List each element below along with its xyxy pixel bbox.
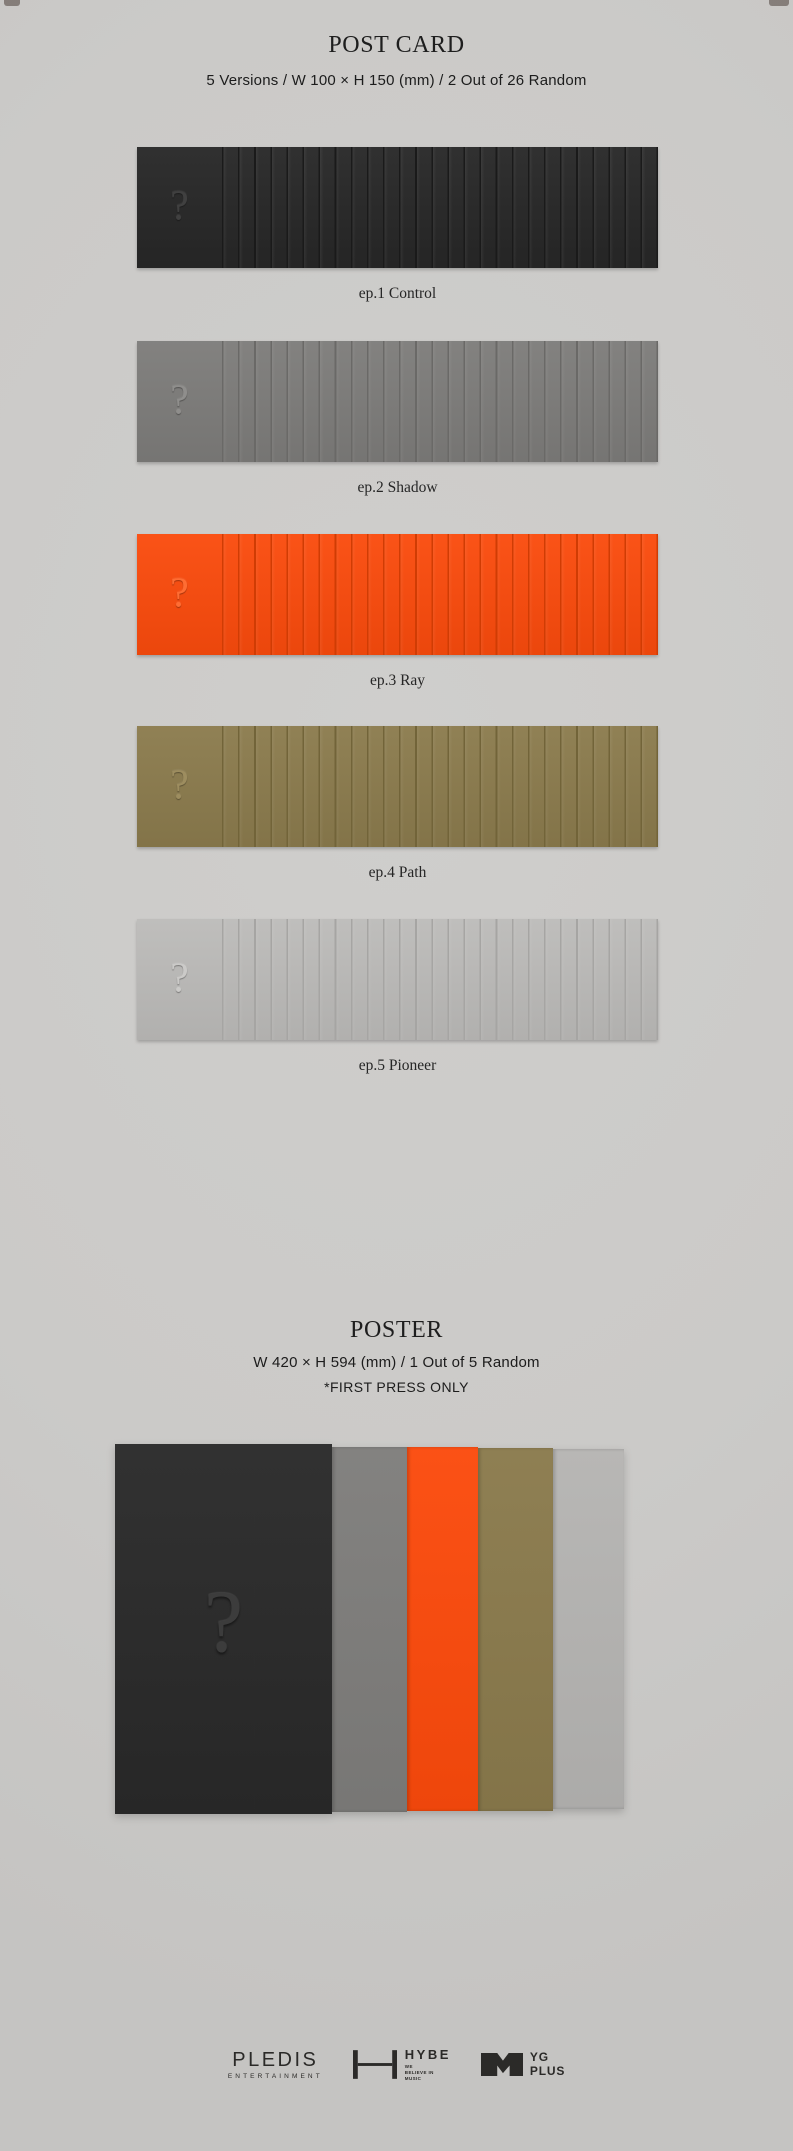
pledis-logo bbox=[228, 2050, 323, 2081]
yg-plus-logo bbox=[481, 2051, 565, 2079]
first-press-note: *FIRST PRESS ONLY bbox=[324, 1379, 469, 1395]
postcard-fan-ep5 bbox=[137, 919, 658, 1040]
plus-line: PLUS bbox=[529, 2063, 566, 2078]
question-mark: ? bbox=[170, 376, 189, 423]
question-mark: ? bbox=[203, 1574, 244, 1672]
hybe-logo bbox=[353, 2048, 451, 2082]
postcard-section-title: POST CARD bbox=[328, 32, 465, 58]
poster-layer-1 bbox=[115, 1444, 332, 1814]
poster-section-title: POSTER bbox=[350, 1317, 443, 1343]
postcard-fan-ep1 bbox=[137, 147, 658, 268]
hybe-text-block bbox=[405, 2048, 451, 2082]
question-mark: ? bbox=[170, 182, 189, 229]
crop-artifact-right bbox=[769, 0, 789, 6]
postcard-fan-ep4 bbox=[137, 726, 658, 847]
question-mark: ? bbox=[170, 761, 189, 808]
postcard-label-ep1: ep.1 Control bbox=[358, 285, 437, 302]
poster-stack bbox=[115, 1444, 624, 1814]
hybe-tagline bbox=[405, 2064, 451, 2082]
postcard-label-ep3: ep.3 Ray bbox=[369, 672, 426, 689]
question-mark: ? bbox=[170, 954, 189, 1001]
question-mark: ? bbox=[170, 569, 189, 616]
yg-mark-icon bbox=[481, 2052, 523, 2077]
postcard-label-ep5: ep.5 Pioneer bbox=[358, 1057, 437, 1074]
postcard-fan-ep2 bbox=[137, 341, 658, 462]
poster-spec: W 420 × H 594 (mm) / 1 Out of 5 Random bbox=[253, 1354, 540, 1371]
postcard-version-ep5 bbox=[137, 919, 658, 1074]
postcard-version-ep4 bbox=[137, 726, 658, 881]
postcard-version-ep2 bbox=[137, 341, 658, 496]
poster-layer-2 bbox=[332, 1447, 407, 1812]
yg-plus-wordmark bbox=[530, 2051, 565, 2079]
hybe-tagline-line: MUSIC bbox=[404, 2075, 422, 2081]
hybe-tagline-line: BELIEVE IN bbox=[404, 2069, 434, 2075]
poster-layer-5 bbox=[553, 1449, 624, 1809]
postcard-label-ep2: ep.2 Shadow bbox=[357, 479, 438, 496]
yg-line: YG bbox=[529, 2049, 549, 2064]
postcard-spec: 5 Versions / W 100 × H 150 (mm) / 2 Out of 26 Random bbox=[206, 72, 587, 89]
pledis-wordmark: PLEDIS bbox=[232, 2048, 319, 2071]
postcard-version-ep3 bbox=[137, 534, 658, 689]
hybe-wordmark: HYBE bbox=[404, 2047, 451, 2062]
crop-artifact-left bbox=[4, 0, 20, 6]
pledis-entertainment-label: ENTERTAINMENT bbox=[227, 2072, 323, 2080]
poster-layer-3 bbox=[407, 1447, 478, 1811]
postcard-version-ep1 bbox=[137, 147, 658, 302]
company-logos bbox=[0, 2048, 793, 2082]
postcard-label-ep4: ep.4 Path bbox=[368, 864, 427, 881]
hybe-mark-icon bbox=[353, 2050, 397, 2079]
poster-layer-4 bbox=[478, 1448, 553, 1811]
hybe-tagline-line: WE bbox=[404, 2064, 413, 2069]
postcard-fan-ep3 bbox=[137, 534, 658, 655]
